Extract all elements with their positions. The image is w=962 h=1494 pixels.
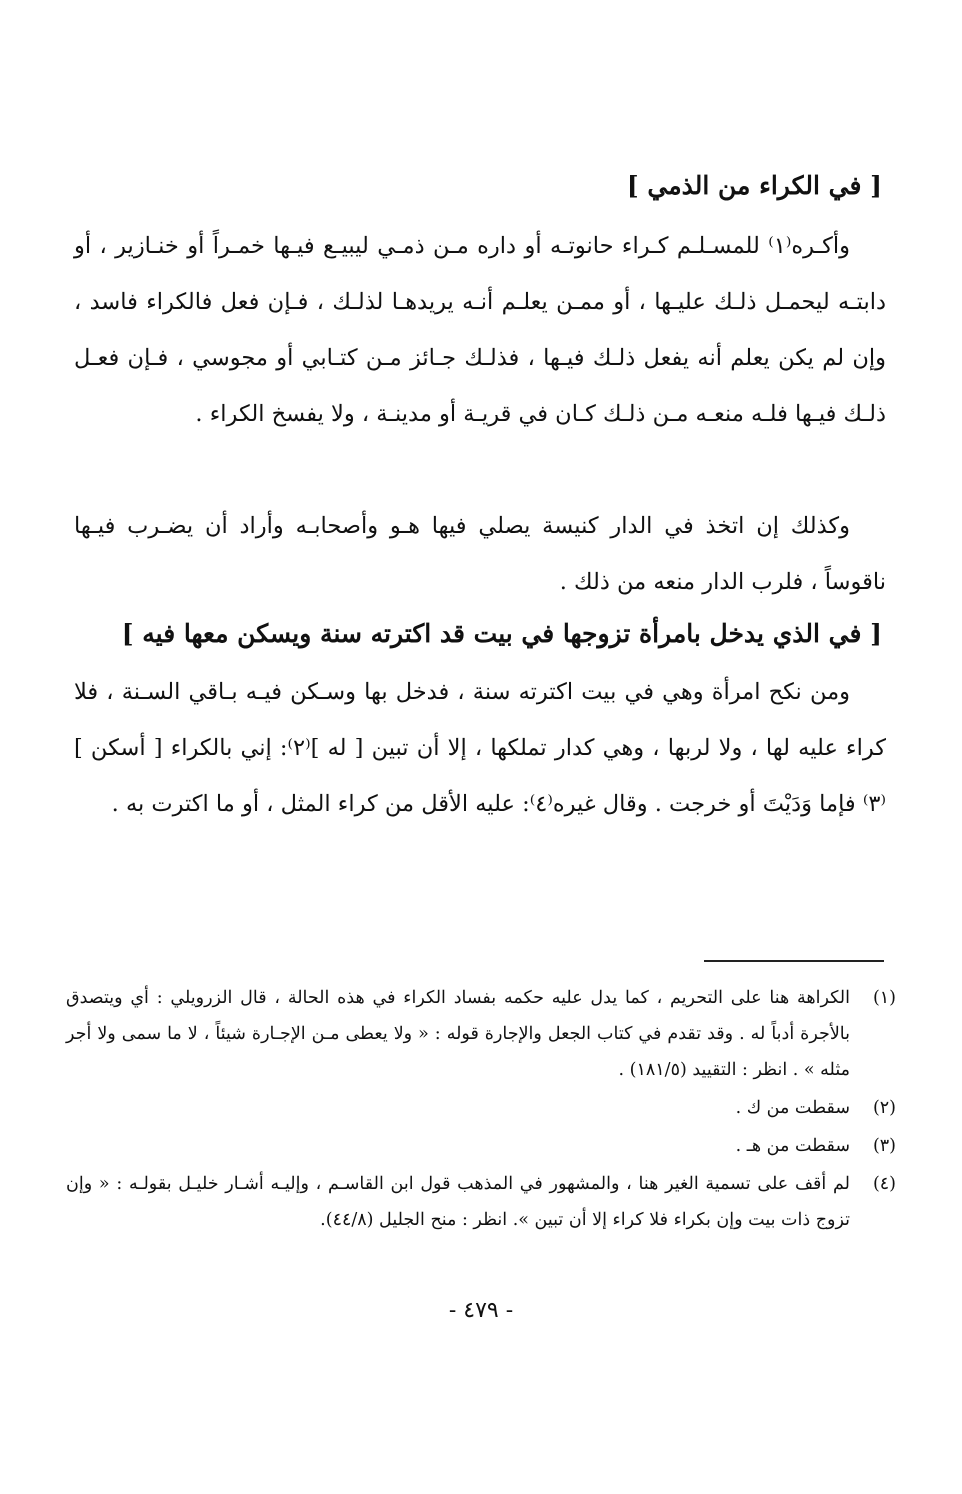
- footnote-text: سقطت من هـ .: [735, 1136, 850, 1156]
- footnote-separator: [704, 960, 884, 962]
- footnote-number: (١): [872, 988, 896, 1008]
- paragraph-text: ومن نكح امرأة وهي في بيت اكترته سنة ، فدخل بها وسـكن فيـه بـاقي السـنة ، فلا كراء عليه لها ، ولا لربها ، وهي كدار تملكها ، إلا أن تبين [ له ]⁽٢⁾: إني بالكراء [ أسكن ]⁽٣⁾ فإما وَدَيْتَ أو خرجت . وقال غيره⁽٤⁾: عليه الأقل من كراء المثل ، أو ما اكترت به .: [74, 679, 886, 817]
- footnote-number: (٤): [872, 1174, 896, 1194]
- footnote-4: [66, 1166, 896, 1238]
- footnote-number: (٣): [872, 1136, 896, 1156]
- footnote-2: [66, 1090, 896, 1126]
- paragraph-kira-dhimmi: [74, 218, 886, 442]
- paragraph-kanisa: [74, 498, 886, 610]
- footnote-text: سقطت من ك .: [735, 1098, 850, 1118]
- footnote-number: (٢): [872, 1098, 896, 1118]
- footnote-1: [66, 980, 896, 1088]
- footnotes: [66, 980, 896, 1240]
- footnote-text: الكراهة هنا على التحريم ، كما يدل عليه حكمه بفساد الكراء في هذه الحالة ، قال الزرويلي : أي ويتصدق بالأجرة أدباً له . وقد تقدم في كتاب الجعل والإجارة قوله : « ولا يعطى مـن الإجـارة شيئاً ، لا ما سمى ولا أجر مثله » . انظر : التقييد (١٨١/٥) .: [66, 988, 850, 1080]
- footnote-text: لم أقف على تسمية الغير هنا ، والمشهور في المذهب قول ابن القاسـم ، وإليـه أشـار خليـل بقولـه : « وإن تزوج ذات بيت وإن بكراء فلا كراء إلا أن تبين ». انظر : منح الجليل (٤٤/٨).: [66, 1174, 850, 1230]
- paragraph-text: وكذلك إن اتخذ في الدار كنيسة يصلي فيها هـو وأصحابـه وأراد أن يضـرب فيـها ناقوساً ، فلرب الدار منعه من ذلك .: [74, 513, 886, 595]
- section-heading-kira-dhimmi: [ في الكراء من الذمي ]: [626, 171, 882, 200]
- paragraph-text: وأكـره⁽١⁾ للمسـلـم كـراء حانوتـه أو داره مـن ذمـي ليبيـع فيـها خمـراً أو خنـازير ، أو دابتـه ليحمـل ذلـك عليـها ، أو ممـن يعلـم أنـه يريدهـا لذلـك ، فـإن فعل فالكراء فاسد ، وإن لم يكن يعلم أنه يفعل ذلـك فيـها ، فذلـك جـائز مـن كتـابي أو مجوسي ، فـإن فعـل ذلـك فيـها فلـه منعـه مـن ذلـك كـان في قريـة أو مدينـة ، ولا يفسخ الكراء .: [74, 233, 886, 427]
- paragraph-marriage-house: [74, 664, 886, 832]
- page-number: - ٤٧٩ -: [448, 1298, 514, 1323]
- section-heading-marriage-house: [ في الذي يدخل بامرأة تزوجها في بيت قد اكترته سنة ويسكن معها فيه ]: [121, 619, 882, 648]
- footnote-3: [66, 1128, 896, 1164]
